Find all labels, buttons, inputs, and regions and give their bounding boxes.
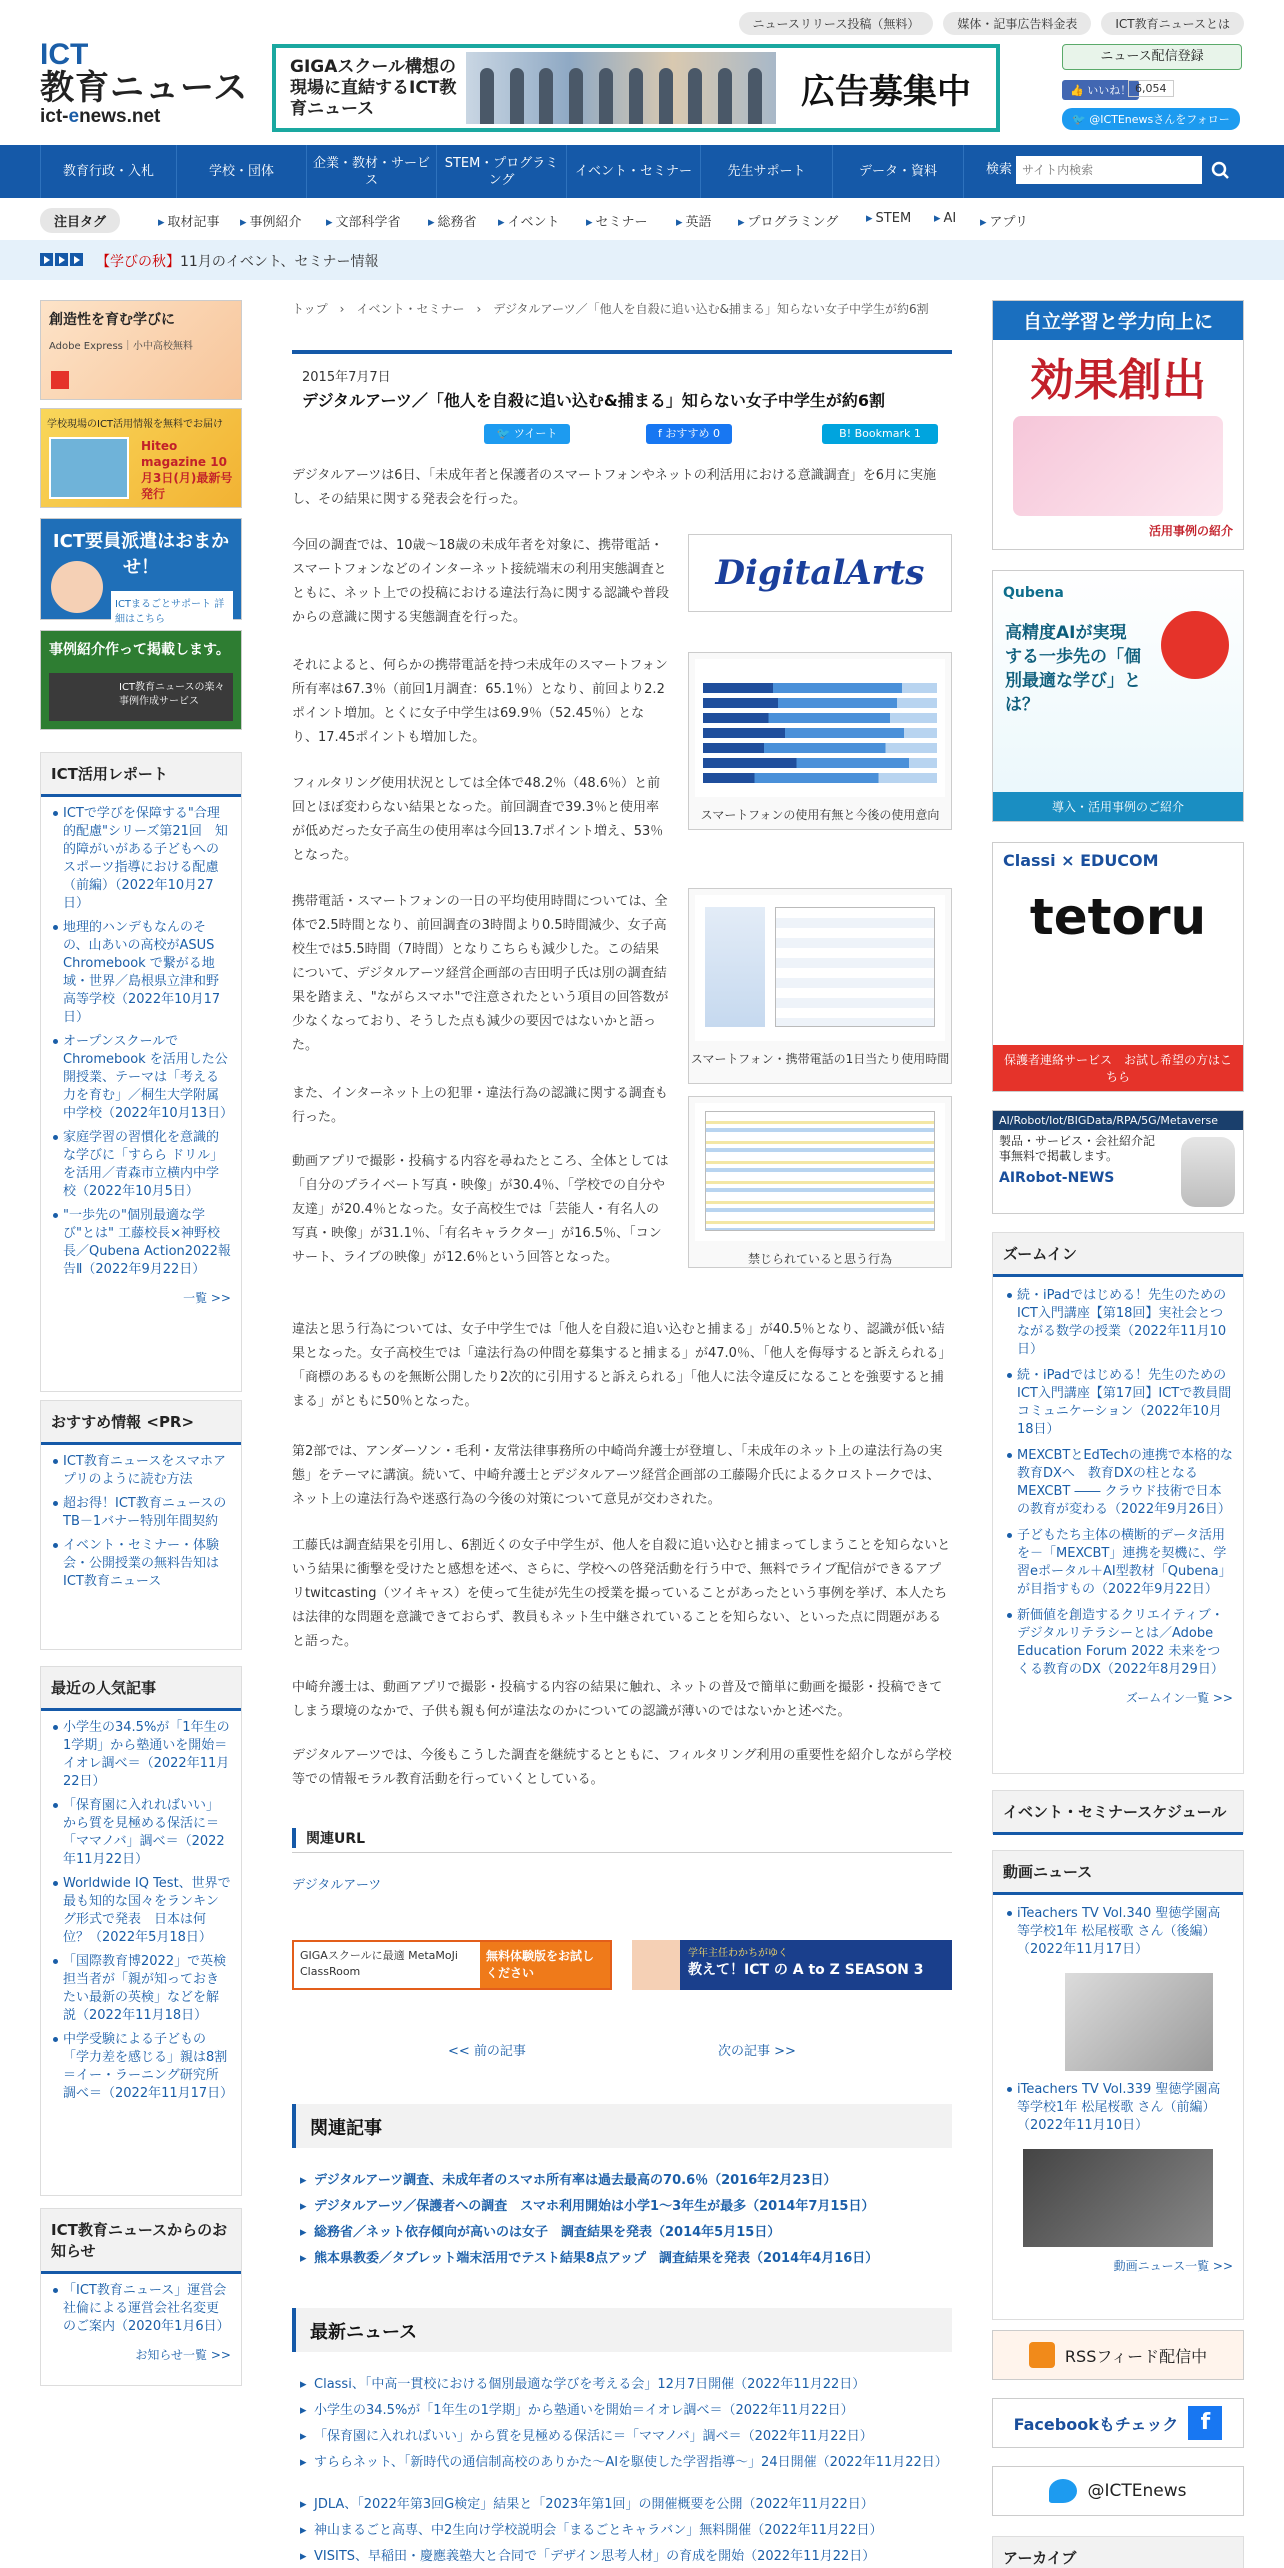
right-ad-tetoru[interactable]: Classi × EDUCOM tetoru 保護者連絡サービス お試し希望の方はこちら xyxy=(992,842,1244,1092)
left-ad-adobe[interactable]: 創造性を育む学びに Adobe Express｜小中高校無料 xyxy=(40,300,242,400)
article-paragraph: また、インターネット上の犯罪・違法行為の認識に関する調査も行った。 xyxy=(292,1086,668,1125)
article-paragraph: 工藤氏は調査結果を引用し、6割近くの女子中学生が、他人を自殺に追い込むと捕まってしまうことを知らないという結果に衝撃を受けたと感想を述べ、さらに、学校への啓発活動を行う中で、無料でライブ配信ができるアプリtwitcasting（ツイキャス）を使って生徒が先生の授業を撮っていることがあったという事例を挙げ、本人たちは法律的な問題を意識できておらず、教員もネット生中継されていることを知らない、といった点に問題があると語った。 xyxy=(292,1538,951,1649)
right-ad-qubena[interactable]: Qubena 高精度AIが実現する一歩先の「個別最適な学び」とは？ 導入・活用事例のご紹介 xyxy=(992,570,1244,822)
nav-item[interactable]: データ・資料 xyxy=(832,145,964,198)
fb-like-count: 6,054 xyxy=(1128,80,1174,97)
banner-people-image xyxy=(466,52,776,124)
page-title: デジタルアーツ／「他人を自殺に追い込む&捕まる」知らない女子中学生が約6割 xyxy=(302,391,886,410)
nav-item[interactable]: イベント・セミナー xyxy=(566,145,700,198)
play-arrows-icon xyxy=(40,253,83,266)
facebook-icon: f xyxy=(1188,2406,1222,2440)
tag-bar xyxy=(0,206,1284,234)
tag-item[interactable]: ▸ 英語 xyxy=(676,211,712,230)
magazine-cover-image xyxy=(49,437,129,499)
more-link[interactable]: 動画ニュース一覧 >> xyxy=(1113,2259,1233,2273)
search-input[interactable] xyxy=(1016,156,1202,184)
list-item[interactable]: iTeachers TV Vol.339 聖徳学園高等学校1年 松尾桜歌 さん（前編）（2022年11月10日） xyxy=(1007,2081,1233,2135)
latest-news-link[interactable]: ▸ JDLA、「2022年第3回G検定」結果と「2023年第1回」の開催概要を公開（2022年11月22日） xyxy=(300,2496,950,2514)
latest-news-link[interactable]: ▸ 小学生の34.5%が「1年生の1学期」から塾通いを開始＝イオレ調べ＝（2022年11月22日） xyxy=(300,2402,950,2420)
stacked-bar-chart xyxy=(695,659,945,797)
section-title: アーカイブ xyxy=(993,2537,1243,2568)
fb-like-icon: 👍 xyxy=(1070,84,1088,97)
ad-ict-a-to-z[interactable]: 学年主任わかちがゆく 教えて！ICT の A to Z SEASON 3 xyxy=(632,1940,952,1990)
hatena-bookmark-button[interactable]: B! Bookmark 1 xyxy=(822,424,938,444)
right-ad-airobot[interactable]: AI/Robot/Iot/BIGData/RPA/5G/Metaverse 製品・サービス・会社紹介記事無料で掲載します。 AIRobot-NEWS xyxy=(992,1110,1244,1214)
twitter-bird-icon xyxy=(1049,2479,1077,2503)
article-paragraph: 第2部では、アンダーソン・毛利・友常法律事務所の中崎尚弁護士が登壇し、「未成年のネット上の違法行為の実態」をテーマに講演。続いて、中崎弁護士とデジタルアーツ経営企画部の工藤陽介氏によるクロストークでは、ネット上の違法行為や迷惑行為の今後の対策について意見が交わされた。 xyxy=(292,1444,943,1507)
section-title: おすすめ情報 <PR> xyxy=(41,1401,241,1445)
article-paragraph: フィルタリング使用状況としては全体で48.2％（48.6％）と前回とほぼ変わらない結果となった。前回調査で39.3％と使用率が低めだった女子高生の使用率は今回13.7ポイント増え、53％となった。 xyxy=(292,776,664,863)
latest-news-link[interactable]: ▸ Classi、「中高一貫校における個別最適な学びを考える会」12月7日開催（2022年11月22日） xyxy=(300,2376,950,2394)
article-paragraph: それによると、何らかの携帯電話を持つ未成年のスマートフォン所有率は67.3％（前回1月調査：65.1％）となり、前回より2.2ポイント増加。とくに女子中学生は69.9％（52.45％）となり、17.45ポイントも増加した。 xyxy=(292,658,668,745)
media-price-link[interactable]: 媒体・記事広告料金表 xyxy=(943,12,1091,35)
latest-news-link[interactable]: ▸ すららネット、「新時代の通信制高校のありかた～AIを駆使した学習指導～」24日開催（2022年11月22日） xyxy=(300,2454,950,2472)
article-paragraph: デジタルアーツでは、今後もこうした調査を継続するとともに、フィルタリング利用の重要性を紹介しながら学校等での情報モラル教育活動を行っていくとしている。 xyxy=(292,1748,952,1787)
list-item[interactable]: 子どもたち主体の横断的データ活用を－「MEXCBT」連携を契機に、学習eポータル＋AI型教材「Qubena」が目指すもの（2022年9月22日） xyxy=(1007,1527,1233,1599)
digitalarts-logo: DigitalArts xyxy=(688,534,952,612)
list-item[interactable]: 「国際教育博2022」で英検担当者が「親が知っておきたい最新の英検」などを解説（2022年11月18日） xyxy=(53,1953,231,2025)
robot-illustration xyxy=(1181,1137,1235,1207)
list-item[interactable]: 続・iPadではじめる！先生のためのICT入門講座【第18回】実社会とつながる数学の授業（2022年11月10日） xyxy=(1007,1287,1233,1359)
left-ad-case[interactable]: 事例紹介作って掲載します。 ICT教育ニュースの楽々事例作成サービス xyxy=(40,630,242,730)
latest-news-link[interactable]: ▸ 神山まるごと高専、中2生向け学校説明会「まるごとキャラバン」無料開催（2022年11月22日） xyxy=(300,2522,950,2540)
figure-caption: 禁じられていると思う行為 xyxy=(747,1252,892,1266)
more-link[interactable]: お知らせ一覧 >> xyxy=(135,2348,231,2362)
about-link[interactable]: ICT教育ニュースとは xyxy=(1101,12,1244,35)
video-thumbnail[interactable] xyxy=(1023,2149,1213,2247)
tablet-illustration xyxy=(1013,416,1223,516)
article-date: 2015年7月7日 xyxy=(302,370,391,385)
article-paragraph: 携帯電話・スマートフォンの一日の平均使用時間については、全体で2.5時間となり、前回調査の3時間より0.5時間減少、女子高校生では5.5時間（7時間）となりこちらも減少した。この結果について、デジタルアーツ経営企画部の吉田明子氏は別の調査結果を踏まえ、"ながらスマホ"で注意されたという項目の回答数が少なくなっており、そうした点も減少の要因ではないかと語った。 xyxy=(292,894,669,1053)
fb-icon: f xyxy=(658,427,666,440)
list-item[interactable]: イベント・セミナー・体験会・公開授業の無料告知はICT教育ニュース xyxy=(53,1537,231,1591)
section-title: 最近の人気記事 xyxy=(41,1667,241,1711)
list-item[interactable]: 超お得！ICT教育ニュースのTB－1バナー特別年間契約 xyxy=(53,1495,231,1531)
top-links xyxy=(739,12,1244,35)
teacher-illustration xyxy=(632,1940,680,1990)
list-item[interactable]: 「ICT教育ニュース」運営会社倫による運営会社名変更のご案内（2020年1月6日） xyxy=(53,2282,231,2336)
section-title: ICT教育ニュースからのお知らせ xyxy=(41,2209,241,2274)
latest-news-link[interactable]: ▸ VISITS、早稲田・慶應義塾大と合同で「デザイン思考人材」の育成を開始（2022年11月22日） xyxy=(300,2548,950,2566)
popular-box xyxy=(40,1666,242,2196)
list-item[interactable]: MEXCBTとEdTechの連携で本格的な教育DXへ 教育DXの柱となるMEXCBT ―― クラウド技術で日本の教育が変わる（2022年9月26日） xyxy=(1007,1447,1233,1519)
support-person-image xyxy=(51,561,103,613)
article-paragraph: 違法と思う行為については、女子中学生では「他人を自殺に追い込むと捕まる」が40.5％となり、認識が低い結果となった。女子高校生では「違法行為の仲間を募集すると捕まる」が47.0％、「他人を侮辱すると訴えられる」「商標のあるものを無断公開したり2次的に引用すると訴えられる」「他人に法令違反になることを強要すると捕まる」がともに50％となった。 xyxy=(292,1322,952,1409)
more-link[interactable]: 一覧 >> xyxy=(183,1291,231,1305)
tag-item[interactable]: ▸ イベント xyxy=(498,211,560,230)
list-item[interactable]: 新価値を創造するクリエイティブ・デジタルリテラシーとは／Adobe Education Forum 2022 未来をつくる教育のDX（2022年8月29日） xyxy=(1007,1607,1233,1679)
list-item[interactable]: ICT教育ニュースをスマホアプリのように読む方法 xyxy=(53,1453,231,1489)
search-label: 検索 xyxy=(986,162,1013,177)
twitter-follow-button[interactable]: 🐦 @ICTEnewsさんをフォロー xyxy=(1062,108,1240,130)
section-title[interactable]: イベント・セミナースケジュール xyxy=(993,1791,1243,1835)
tag-item[interactable]: ▸ アプリ xyxy=(980,211,1028,230)
tag-item[interactable]: ▸ 総務省 xyxy=(428,211,477,230)
tag-item[interactable]: ▸ 取材記事 xyxy=(158,211,220,230)
related-section-title: 関連記事 xyxy=(292,2104,952,2148)
adobe-logo-icon xyxy=(51,371,69,389)
section-title: ICT活用レポート xyxy=(41,753,241,797)
left-ad-support[interactable]: ICT要員派遣はおまかせ！ ICTまるごとサポート 詳細はこちら xyxy=(40,518,242,620)
related-url-title: 関連URL xyxy=(292,1828,952,1848)
related-article-link[interactable]: ▸ 熊本県教委／タブレット端末活用でテスト結果8点アップ 調査結果を発表（2014年4月16日） xyxy=(300,2250,950,2268)
figure-forbidden-chart[interactable] xyxy=(688,1096,952,1268)
nav-item[interactable]: 教育行政・入札 xyxy=(40,145,176,198)
rss-icon xyxy=(1029,2342,1055,2368)
list-item[interactable]: 中学受験による子どもの「学力差を感じる」親は8割＝イー・ラーニング研究所調べ＝（2022年11月17日） xyxy=(53,2031,231,2103)
list-item[interactable]: 「保育園に入れればいい」から質を見極める保活に＝「ママノバ」調べ＝（2022年11月22日） xyxy=(53,1797,231,1869)
news-release-link[interactable]: ニュースリリース投稿（無料） xyxy=(739,12,934,35)
figure-time-chart[interactable] xyxy=(688,888,952,1084)
prev-article-link[interactable]: << 前の記事 xyxy=(448,2044,526,2059)
tag-label: 注目タグ xyxy=(40,208,120,233)
tag-item[interactable]: ▸ セミナー xyxy=(586,211,648,230)
pr-box xyxy=(40,1400,242,1650)
search-icon xyxy=(1202,156,1240,184)
right-ad-effect[interactable]: 自立学習と学力向上に 効果創出 活用事例の紹介 xyxy=(992,300,1244,550)
list-item[interactable]: 続・iPadではじめる！先生のためのICT入門講座【第17回】ICTで教員間コミュニケーション（2022年10月18日） xyxy=(1007,1367,1233,1439)
twitter-icon: 🐦 xyxy=(1072,113,1090,126)
article-paragraph: 中崎弁護士は、動画アプリで撮影・投稿する内容の結果に触れ、ネットの普及で簡単に動画を撮影・投稿できてしまう環境のなかで、子供も親も何が違法なのかについての認識が薄いのではないかと述べた。 xyxy=(292,1680,943,1719)
ict-report-box xyxy=(40,752,242,1392)
time-table-chart xyxy=(695,895,945,1041)
related-article-link[interactable]: ▸ デジタルアーツ／保護者への調査 スマホ利用開始は小学1～3年生が最多（2014年7月15日） xyxy=(300,2198,950,2216)
tag-item[interactable]: ▸ 文部科学省 xyxy=(326,211,401,230)
list-item[interactable]: "一歩先の"個別最適な学び"とは" 工藤校長×神野校長／Qubena Action2022報告Ⅱ（2022年9月22日） xyxy=(53,1207,231,1279)
nav-item[interactable]: 企業・教材・サービス xyxy=(306,145,436,198)
ad-banner-top[interactable]: GIGAスクール構想の現場に直結するICT教育ニュース 広告募集中 xyxy=(272,44,1000,132)
latest-news-link[interactable]: ▸ 「保育園に入れればいい」から質を見極める保活に＝「ママノバ」調べ＝（2022年11月22日） xyxy=(300,2428,950,2446)
tweet-button[interactable]: 🐦 ツイート xyxy=(484,424,570,444)
fb-like-button[interactable]: 👍 いいね！ xyxy=(1062,80,1139,100)
list-item[interactable]: 小学生の34.5%が「1年生の1学期」から塾通いを開始＝イオレ調べ＝（2022年11月22日） xyxy=(53,1719,231,1791)
article-paragraph: デジタルアーツは6日、「未成年者と保護者のスマートフォンやネットの利活用における意識調査」を6月に実施し、その結果に関する発表会を行った。 xyxy=(292,468,937,507)
nav-item[interactable]: 先生サポート xyxy=(700,145,832,198)
zoomin-box xyxy=(992,1232,1244,1774)
award-badge-icon xyxy=(1161,611,1229,679)
section-title: 動画ニュース xyxy=(993,1851,1243,1895)
twitter-account-button[interactable]: @ICTEnews xyxy=(992,2466,1244,2516)
latest-section-title: 最新ニュース xyxy=(292,2308,952,2352)
fb-recommend-button[interactable]: f おすすめ 0 xyxy=(646,424,732,444)
ad-metamoji[interactable]: GIGAスクールに最適 MetaMoJi ClassRoom 無料体験版をお試しください xyxy=(292,1940,612,1990)
next-article-link[interactable]: 次の記事 >> xyxy=(718,2044,796,2059)
tag-item[interactable]: ▸ AI xyxy=(934,211,956,226)
facebook-check-button[interactable]: Facebookもチェック f xyxy=(992,2398,1244,2448)
list-item[interactable]: Worldwide IQ Test、世界で最も知的な国々をランキング形式で発表 日本は何位？（2022年5月18日） xyxy=(53,1875,231,1947)
event-schedule-box[interactable] xyxy=(992,1790,1244,1834)
section-title: ズームイン xyxy=(993,1233,1243,1277)
rss-button[interactable]: RSSフィード配信中 xyxy=(992,2330,1244,2380)
title-divider xyxy=(292,350,952,354)
figure-caption: スマートフォン・携帯電話の1日当たり使用時間 xyxy=(690,1052,950,1066)
article-paragraph: 今回の調査では、10歳～18歳の未成年者を対象に、携帯電話・スマートフォンなどのインターネット接続端末の利用実態調査とともに、ネット上での投稿における違法行為に関する認識や普段からの意識に関する実態調査を行った。 xyxy=(292,538,670,625)
list-item[interactable]: 家庭学習の習慣化を意識的な学びに「すらら ドリル」を活用／青森市立横内中学校（2022年10月5日） xyxy=(53,1129,231,1201)
figure-caption: スマートフォンの使用有無と今後の使用意向 xyxy=(700,808,940,822)
list-item[interactable]: iTeachers TV Vol.340 聖徳学園高等学校1年 松尾桜歌 さん（後編）（2022年11月17日） xyxy=(1007,1905,1233,1959)
twitter-icon: 🐦 xyxy=(496,427,514,440)
article-paragraph: 動画アプリで撮影・投稿する内容を尋ねたところ、全体としては「自分のプライベート写真・映像」が30.4％、「学校での自分や友達」が20.4％となった。女子高校生では「芸能人・有名人の写真・映像」が31.1％、「有名キャラクター」が16.5％、「コンサート、ライブの映像」が12.6％という回答となった。 xyxy=(292,1154,669,1265)
archive-box xyxy=(992,2536,1244,2568)
news-register-button[interactable]: ニュース配信登録 xyxy=(1062,44,1242,70)
nav-item[interactable]: 学校・団体 xyxy=(176,145,306,198)
notice-box xyxy=(40,2208,242,2386)
figure-usage-chart[interactable] xyxy=(688,652,952,830)
tag-item[interactable]: ▸ 事例紹介 xyxy=(240,211,302,230)
related-article-link[interactable]: ▸ 総務省／ネット依存傾向が高いのは女子 調査結果を発表（2014年5月15日） xyxy=(300,2224,950,2242)
main-nav xyxy=(0,145,1284,198)
left-ad-magazine[interactable]: 学校現場のICT活用情報を無料でお届け Hiteo magazine 10月3日(月)最新号発行 xyxy=(40,408,242,508)
more-link[interactable]: ズームイン一覧 >> xyxy=(1125,1691,1233,1705)
search-button[interactable] xyxy=(1202,156,1240,184)
breadcrumb[interactable]: トップ › イベント・セミナー › デジタルアーツ／「他人を自殺に追い込む&捕まる」知らない女子中学生が約6割 xyxy=(292,302,929,316)
tag-item[interactable]: ▸ プログラミング xyxy=(738,211,838,230)
tag-item[interactable]: ▸ STEM xyxy=(866,211,911,226)
notice-bar[interactable]: 【学びの秋】11月のイベント、セミナー情報 xyxy=(0,240,1284,280)
video-thumbnail[interactable] xyxy=(1065,1973,1213,2071)
list-item[interactable]: ICTで学びを保障する"合理的配慮"シリーズ第21回 知的障がいがある子どもへのスポーツ指導における配慮（前編）（2022年10月27日） xyxy=(53,805,231,913)
nav-item[interactable]: STEM・プログラミング xyxy=(436,145,566,198)
related-url-link[interactable]: デジタルアーツ xyxy=(292,1878,382,1893)
forbidden-table-chart xyxy=(695,1103,945,1241)
hatena-icon: B! xyxy=(839,427,855,440)
site-logo[interactable]: ICT 教育ニュース ict-enews.net xyxy=(40,38,249,127)
list-item[interactable]: オープンスクールでChromebook を活用した公開授業、テーマは「考える力を育む」／桐生大学附属中学校（2022年10月13日） xyxy=(53,1033,231,1123)
list-item[interactable]: 地理的ハンデもなんのその、山あいの高校がASUS Chromebook で繋がる地域・世界／島根県立津和野高等学校（2022年10月17日） xyxy=(53,919,231,1027)
related-article-link[interactable]: ▸ デジタルアーツ調査、未成年者のスマホ所有率は過去最高の70.6％（2016年2月23日） xyxy=(300,2172,950,2190)
video-news-box xyxy=(992,1850,1244,2320)
